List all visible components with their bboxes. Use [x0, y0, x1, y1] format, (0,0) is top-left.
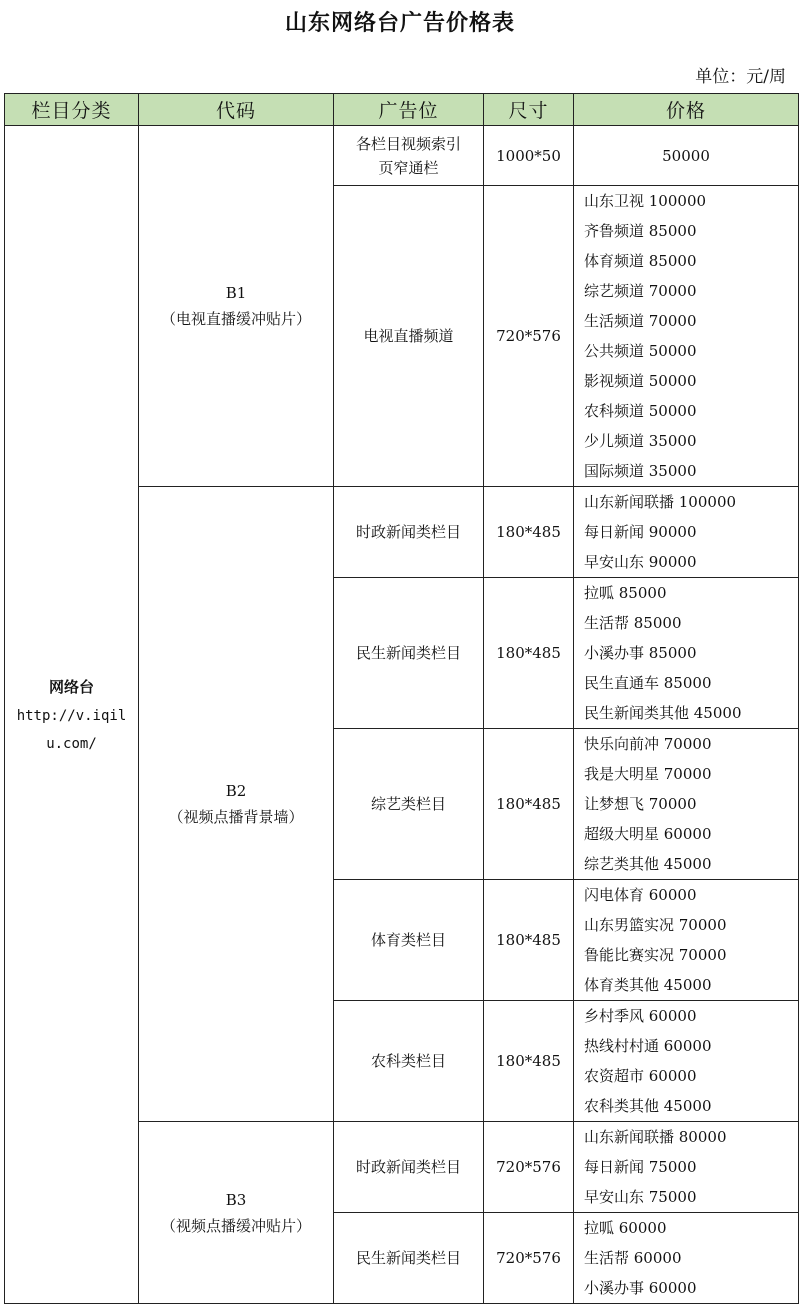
price-cell	[574, 126, 799, 186]
price-line: 山东男篮实况 70000	[584, 916, 727, 934]
position-line: 民生新闻类栏目	[355, 1249, 461, 1267]
header-price: 价格	[574, 94, 799, 126]
price-line: 闪电体育 60000	[584, 886, 697, 904]
code-id: B2	[225, 782, 247, 800]
position-cell	[334, 578, 484, 729]
position-cell	[334, 126, 484, 186]
code-cell	[139, 1122, 334, 1304]
position-cell	[334, 729, 484, 880]
position-line: 时政新闻类栏目	[355, 523, 461, 541]
price-line: 少儿频道 35000	[584, 432, 697, 450]
position-cell	[334, 487, 484, 578]
price-line: 综艺频道 70000	[584, 282, 697, 300]
position-line: 综艺类栏目	[370, 795, 446, 813]
price-line: 国际频道 35000	[584, 462, 697, 480]
category-url: http://v.iqil	[16, 707, 127, 724]
price-line: 生活频道 70000	[584, 312, 697, 330]
price-line: 拉呱 60000	[584, 1219, 667, 1237]
price-line: 体育类其他 45000	[584, 976, 712, 994]
position-cell	[334, 186, 484, 487]
price-table	[4, 93, 799, 1304]
size-cell: 180*485	[484, 729, 574, 880]
price-cell	[574, 578, 799, 729]
price-line: 50000	[662, 146, 710, 165]
price-line: 让梦想飞 70000	[584, 795, 697, 813]
header-size: 尺寸	[484, 94, 574, 126]
price-cell	[574, 1213, 799, 1304]
price-line: 民生直通车 85000	[584, 674, 712, 692]
code-desc: （电视直播缓冲贴片）	[160, 310, 311, 328]
size-cell: 720*576	[484, 186, 574, 487]
position-cell	[334, 1122, 484, 1213]
price-line: 快乐向前冲 70000	[584, 735, 712, 753]
price-line: 超级大明星 60000	[584, 825, 712, 843]
position-cell	[334, 1001, 484, 1122]
table-header-row	[5, 94, 799, 126]
price-line: 小溪办事 85000	[584, 644, 697, 662]
position-line: 农科类栏目	[370, 1052, 446, 1070]
price-cell	[574, 1001, 799, 1122]
code-cell	[139, 487, 334, 1122]
position-line: 民生新闻类栏目	[355, 644, 461, 662]
category-cell	[5, 126, 139, 1304]
position-cell	[334, 880, 484, 1001]
size-cell: 720*576	[484, 1122, 574, 1213]
price-line: 乡村季风 60000	[584, 1007, 697, 1025]
price-line: 早安山东 75000	[584, 1188, 697, 1206]
price-line: 影视频道 50000	[584, 372, 697, 390]
page-title: 山东网络台广告价格表	[284, 11, 515, 36]
position-line: 时政新闻类栏目	[355, 1158, 461, 1176]
price-line: 拉呱 85000	[584, 584, 667, 602]
position-line: 电视直播频道	[363, 327, 454, 345]
price-line: 山东新闻联播 80000	[584, 1128, 727, 1146]
price-cell	[574, 1122, 799, 1213]
code-desc: （视频点播缓冲贴片）	[160, 1216, 311, 1235]
price-line: 早安山东 90000	[584, 553, 697, 571]
price-line: 民生新闻类其他 45000	[584, 704, 742, 722]
size-cell: 720*576	[484, 1213, 574, 1304]
price-line: 综艺类其他 45000	[584, 855, 712, 873]
code-id: B1	[225, 284, 247, 302]
price-cell	[574, 729, 799, 880]
header-code: 代码	[139, 94, 334, 126]
code-id: B3	[225, 1190, 247, 1209]
price-line: 山东卫视 100000	[584, 192, 707, 210]
price-line: 农科类其他 45000	[584, 1097, 712, 1115]
price-line: 体育频道 85000	[584, 252, 697, 270]
price-line: 农科频道 50000	[584, 402, 697, 420]
position-line: 体育类栏目	[370, 931, 446, 949]
code-desc: （视频点播背景墙）	[168, 808, 304, 826]
price-line: 山东新闻联播 100000	[584, 493, 737, 511]
price-line: 每日新闻 90000	[584, 523, 697, 541]
position-line: 页窄通栏	[378, 158, 439, 177]
position-cell	[334, 1213, 484, 1304]
category-name: 网络台	[48, 677, 94, 696]
price-line: 公共频道 50000	[584, 342, 697, 360]
price-cell	[574, 880, 799, 1001]
price-line: 小溪办事 60000	[584, 1279, 697, 1297]
size-cell: 180*485	[484, 487, 574, 578]
price-line: 生活帮 60000	[584, 1249, 682, 1267]
price-line: 鲁能比赛实况 70000	[584, 946, 727, 964]
price-cell	[574, 487, 799, 578]
price-line: 齐鲁频道 85000	[584, 222, 697, 240]
price-line: 每日新闻 75000	[584, 1158, 697, 1176]
unit-label: 单位：元/周	[695, 67, 786, 87]
size-cell: 1000*50	[484, 126, 574, 186]
price-cell	[574, 186, 799, 487]
size-cell: 180*485	[484, 1001, 574, 1122]
position-line: 各栏目视频索引	[355, 134, 461, 153]
header-category: 栏目分类	[5, 94, 139, 126]
code-cell	[139, 126, 334, 487]
price-line: 生活帮 85000	[584, 614, 682, 632]
table-body	[5, 126, 799, 1304]
size-cell: 180*485	[484, 880, 574, 1001]
header-position: 广告位	[334, 94, 484, 126]
table-row	[5, 126, 799, 186]
price-line: 热线村村通 60000	[584, 1037, 712, 1055]
category-url: u.com/	[46, 735, 97, 752]
price-line: 农资超市 60000	[584, 1067, 697, 1085]
price-line: 我是大明星 70000	[584, 765, 712, 783]
size-cell: 180*485	[484, 578, 574, 729]
